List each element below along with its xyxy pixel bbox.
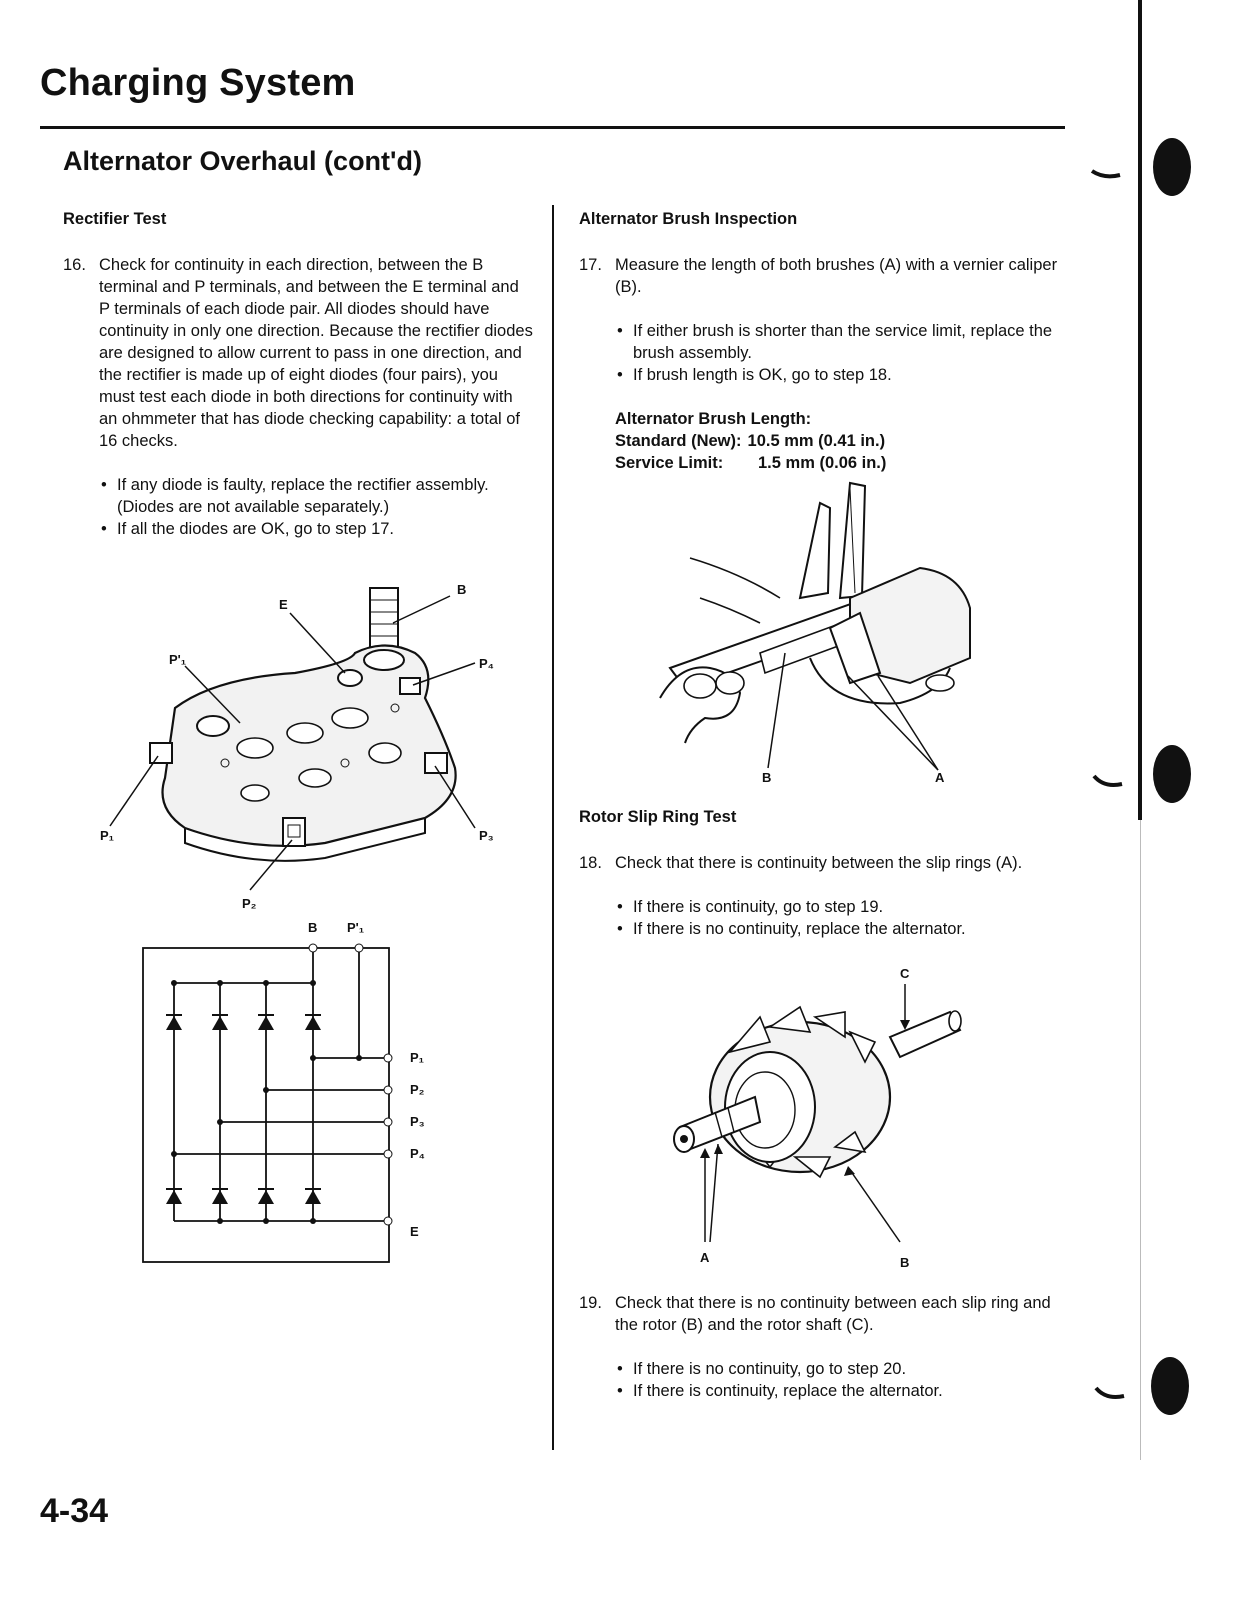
label-e: E — [279, 597, 288, 612]
step-text: Measure the length of both brushes (A) with a vernier caliper (B). — [615, 256, 1058, 296]
bullet-item: • If either brush is shorter than the service limit, replace the brush assembly. — [615, 320, 1059, 364]
title-rule — [40, 126, 1065, 129]
label-p1: P₁ — [100, 828, 115, 843]
spec-title: Alternator Brush Length: — [615, 410, 812, 428]
binder-hole-mark — [1090, 135, 1200, 205]
bullet-item: • If any diode is faulty, replace the rectifier assembly. (Diodes are not available separately.) — [99, 474, 533, 518]
step-text: Check that there is no continuity between each slip ring and the rotor (B) and the rotor shaft (C). — [615, 1294, 1051, 1334]
bullet-item: • If all the diodes are OK, go to step 17. — [99, 518, 533, 540]
bullet-item: • If there is no continuity, go to step 20. — [615, 1358, 1059, 1380]
step-18-bullets — [615, 896, 1059, 940]
label-p3: P₃ — [479, 828, 494, 843]
spec-standard-row — [615, 430, 1059, 452]
label-a: A — [935, 770, 945, 785]
right-column-bottom — [579, 1292, 1059, 1402]
label-c: C — [900, 966, 910, 981]
rectifier-test-heading: Rectifier Test — [63, 210, 167, 228]
diode-schematic — [140, 918, 440, 1268]
brush-length-spec — [615, 408, 1059, 474]
step-16-bullets — [99, 474, 533, 540]
binder-hole-mark — [1090, 740, 1200, 810]
slip-ring-heading: Rotor Slip Ring Test — [579, 808, 737, 826]
spec-limit-value: 1.5 mm (0.06 in.) — [758, 454, 887, 472]
bullet-item: • If there is no continuity, replace the alternator. — [615, 918, 1059, 940]
bullet-item: • If there is continuity, replace the alternator. — [615, 1380, 1059, 1402]
binder-hole-mark — [1090, 1352, 1200, 1422]
schematic-label-e: E — [410, 1224, 419, 1239]
step-number: 18. — [579, 854, 602, 872]
label-b: B — [457, 582, 467, 597]
schematic-label-p3: P₃ — [410, 1114, 425, 1129]
page-number: 4-34 — [40, 1492, 109, 1530]
schematic-label-b: B — [308, 920, 318, 935]
step-19-bullets — [615, 1358, 1059, 1402]
schematic-label-p4: P₄ — [410, 1146, 425, 1161]
chapter-title: Charging System — [40, 62, 356, 104]
schematic-label-p1-prime: P'₁ — [347, 920, 365, 935]
left-column — [63, 208, 533, 540]
schematic-label-p2: P₂ — [410, 1082, 425, 1097]
step-19 — [579, 1292, 1059, 1336]
spec-standard-label: Standard (New): — [615, 432, 742, 450]
brush-inspection-heading: Alternator Brush Inspection — [579, 210, 798, 228]
step-number: 16. — [63, 256, 86, 274]
label-p4: P₄ — [479, 656, 494, 671]
step-number: 17. — [579, 256, 602, 274]
binding-edge-line — [1138, 0, 1142, 820]
spec-limit-label: Service Limit: — [615, 454, 724, 472]
label-a: A — [700, 1250, 710, 1265]
step-17 — [579, 254, 1059, 298]
bullet-item: • If there is continuity, go to step 19. — [615, 896, 1059, 918]
bullet-item: • If brush length is OK, go to step 18. — [615, 364, 1059, 386]
step-16 — [63, 254, 533, 452]
label-b: B — [762, 770, 772, 785]
brush-caliper-illustration — [650, 478, 990, 788]
label-p2: P₂ — [242, 896, 257, 911]
spec-limit-row — [615, 452, 1059, 474]
rectifier-illustration — [95, 578, 515, 913]
label-b: B — [900, 1255, 910, 1270]
label-p1-prime: P'₁ — [169, 652, 187, 667]
rotor-illustration — [660, 962, 980, 1272]
right-column-mid — [579, 806, 1059, 940]
schematic-label-p1: P₁ — [410, 1050, 425, 1065]
column-divider — [552, 205, 554, 1450]
section-title: Alternator Overhaul (cont'd) — [63, 146, 422, 176]
step-text: Check that there is continuity between the slip rings (A). — [615, 854, 1023, 872]
step-18 — [579, 852, 1059, 874]
step-17-bullets — [615, 320, 1059, 386]
right-column-top — [579, 208, 1059, 474]
spec-standard-value: 10.5 mm (0.41 in.) — [747, 432, 886, 450]
step-text: Check for continuity in each direction, between the B terminal and P terminals, and between the E terminal and P terminals of each diode pair. All diodes should have continuity in only one direction. Because the rectifier diodes are designed to allow current to pass in one direction, and the rectifier is made up of eight diodes (four pairs), you must test each diode in both directions for continuity with an ohmmeter that has diode checking capability: a total of 16 checks. — [99, 256, 533, 450]
step-number: 19. — [579, 1294, 602, 1312]
